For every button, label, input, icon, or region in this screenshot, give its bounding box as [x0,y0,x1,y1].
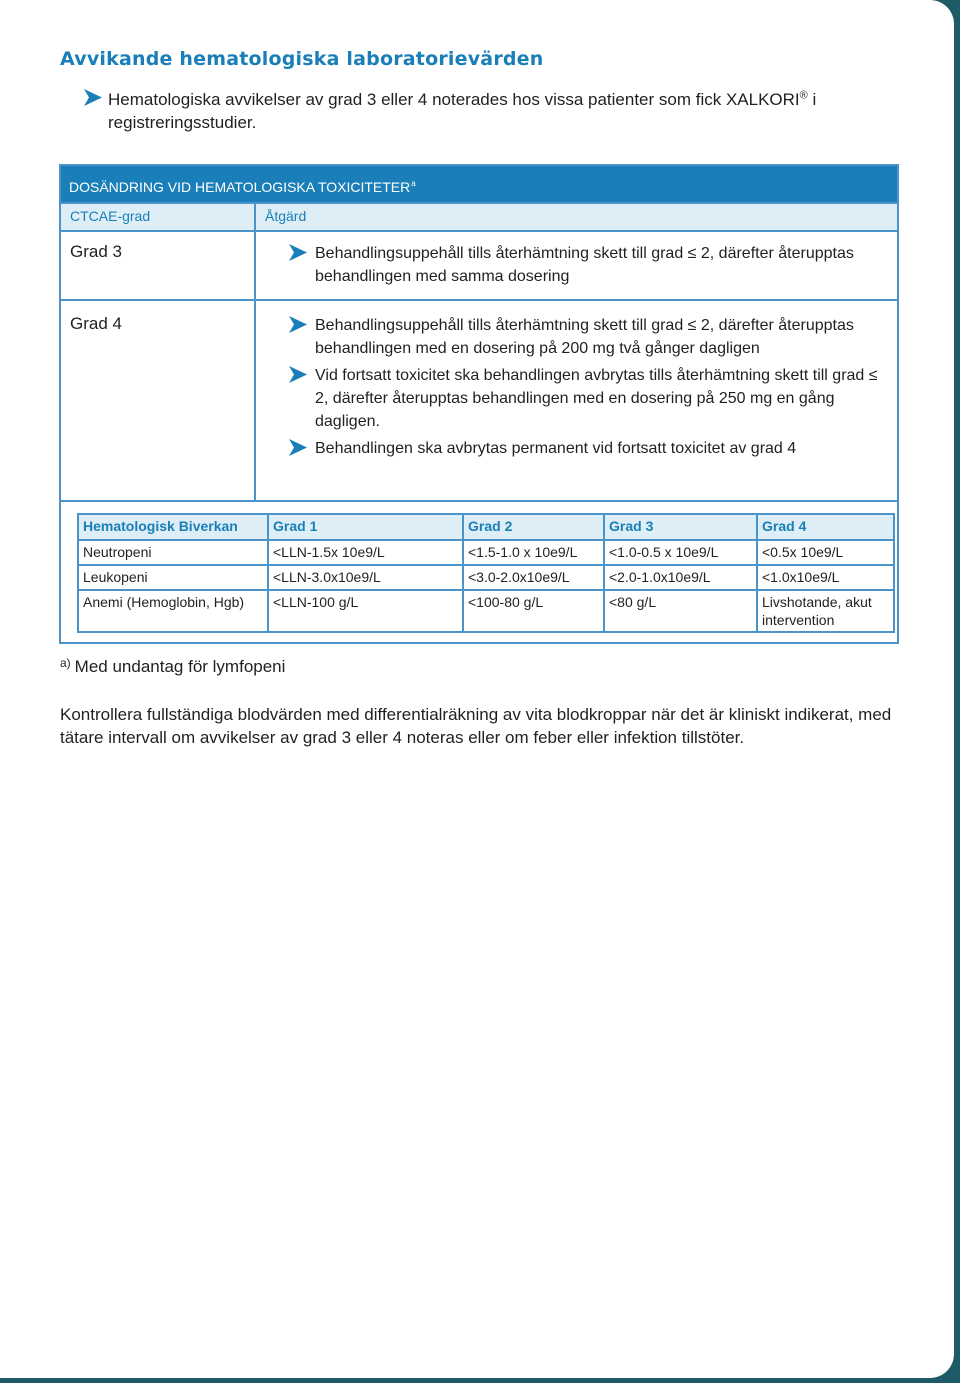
action-item: Behandlingen ska avbrytas permanent vid fortsatt toxicitet av grad 4 [289,437,889,460]
table-row [78,540,894,565]
table-cell: Neutropeni [78,540,268,565]
table-header-cell: Grad 1 [268,514,463,540]
table-cell: <0.5x 10e9/L [757,540,894,565]
trademark-mark: ® [799,89,808,102]
table-cell: Leukopeni [78,565,268,590]
arrow-bullet-icon [289,366,307,383]
closing-paragraph: Kontrollera fullständiga blodvärden med differentialräkning av vita blodkroppar när det är kliniskt indikerat, med tätare intervall om avvikelser av grad 3 eller 4 noteras eller om feber eller infektion tillstöter. [60,705,892,747]
action-item: Vid fortsatt toxicitet ska behandlingen avbrytas tills återhämtning skett till grad ≤ 2, därefter återupptas behandlingen med en dosering på 250 mg en gång dagligen. [289,364,889,433]
title-footnote-marker: a [411,179,416,188]
table-cell: <LLN-100 g/L [268,590,463,632]
table-header-row [78,514,894,540]
dose-modification-table [59,164,899,644]
table-header-cell: Grad 2 [463,514,604,540]
column-header-grade: CTCAE-grad [61,202,254,230]
row-divider [61,202,897,204]
hematology-grade-table [77,513,895,633]
action-item: Behandlingsuppehåll tills återhämtning skett till grad ≤ 2, därefter återupptas behandlingen med en dosering på 200 mg två gånger dagligen [289,314,889,360]
table-cell: <LLN-1.5x 10e9/L [268,540,463,565]
footnote [60,656,285,677]
table-cell: <1.0-0.5 x 10e9/L [604,540,757,565]
table-header-cell: Hematologisk Biverkan [78,514,268,540]
table-cell: <80 g/L [604,590,757,632]
table-cell: <2.0-1.0x10e9/L [604,565,757,590]
row-divider [61,299,897,301]
table-cell: <3.0-2.0x10e9/L [463,565,604,590]
grade-3-actions [289,242,889,292]
column-header-action: Åtgärd [256,202,897,230]
row-divider [61,230,897,232]
arrow-bullet-icon [289,439,307,456]
grade-3-label: Grad 3 [70,242,122,261]
column-divider [254,202,256,502]
table-row [78,565,894,590]
row-divider [61,500,897,502]
arrow-bullet-icon [289,244,307,261]
table-cell: <1.0x10e9/L [757,565,894,590]
table-row [78,590,894,632]
arrow-bullet-icon [84,89,102,106]
footnote-text: Med undantag för lymfopeni [74,657,286,676]
section-heading: Avvikande hematologiska laboratorievärden [60,48,544,70]
table-cell: Livshotande, akut intervention [757,590,894,632]
table-cell: <1.5-1.0 x 10e9/L [463,540,604,565]
footnote-marker: a) [60,656,71,670]
table-cell: <LLN-3.0x10e9/L [268,565,463,590]
arrow-bullet-icon [289,316,307,333]
dose-table-title: DOSÄNDRING VID HEMATOLOGISKA TOXICITETER$^a$ [61,166,897,202]
table-cell: <100-80 g/L [463,590,604,632]
grade-4-label: Grad 4 [70,314,122,333]
intro-text: Hematologiska avvikelser av grad 3 eller 4 noterades hos vissa patienter som fick XALKORI® i registreringsstudier. [108,89,817,132]
table-cell: Anemi (Hemoglobin, Hgb) [78,590,268,632]
grade-4-actions [289,314,889,464]
table-header-cell: Grad 4 [757,514,894,540]
intro-paragraph [84,88,864,134]
table-header-cell: Grad 3 [604,514,757,540]
action-item: Behandlingsuppehåll tills återhämtning skett till grad ≤ 2, därefter återupptas behandlingen med samma dosering [289,242,889,288]
